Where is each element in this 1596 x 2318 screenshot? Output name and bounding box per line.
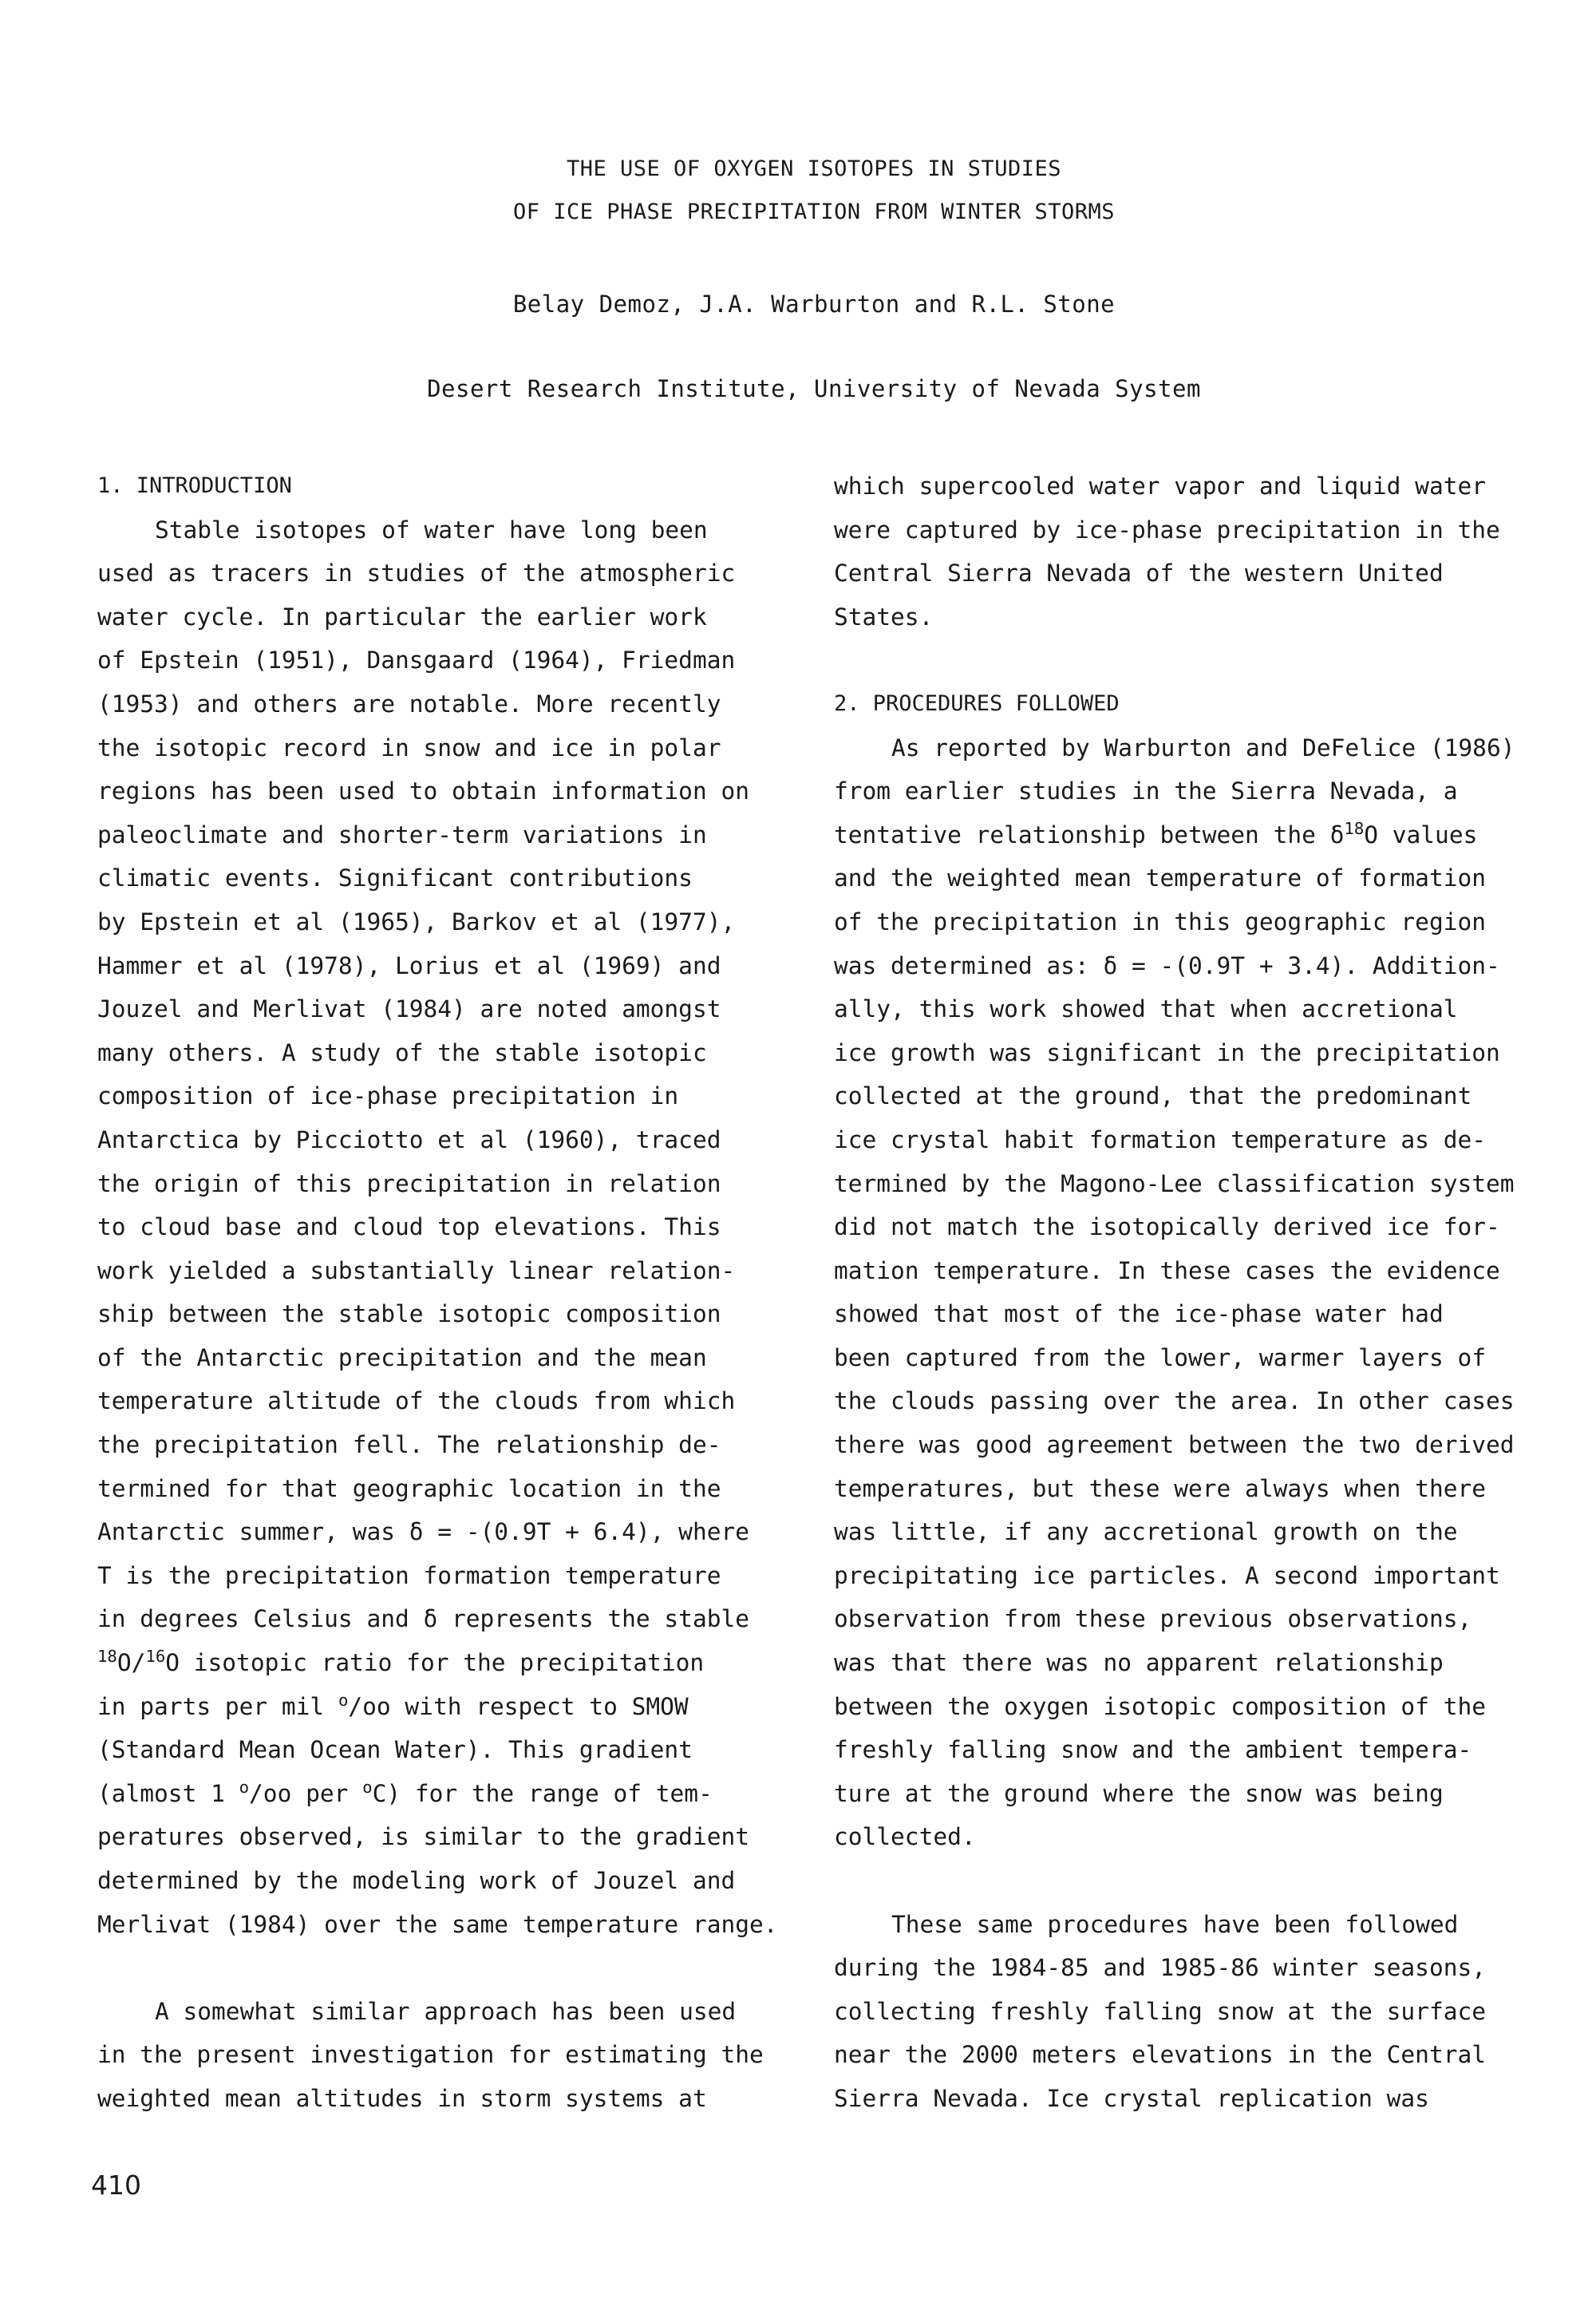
text-line: ally, this work showed that when accretional: [834, 995, 1458, 1023]
text-line: the clouds passing over the area. In other cases: [834, 1387, 1515, 1415]
introduction-paragraph-1: [97, 508, 800, 1641]
text-line: in the present investigation for estimating the: [97, 2041, 764, 2069]
text-line: of the Antarctic precipitation and the mean: [97, 1343, 707, 1371]
text-line: regions has been used to obtain information on: [97, 777, 749, 805]
section-heading-procedures: 2. PROCEDURES FOLLOWED: [834, 690, 1120, 716]
text-line: there was good agreement between the two derived: [834, 1431, 1515, 1459]
text-line: Hammer et al (1978), Lorius et al (1969) and: [97, 951, 721, 979]
introduction-paragraph-1-end: [97, 1815, 800, 1946]
delta-superscript-18: 18: [1344, 818, 1365, 838]
introduction-continued: [834, 465, 1552, 639]
text-line: T is the precipitation formation temperature: [97, 1561, 721, 1589]
page-number: 410: [91, 2170, 141, 2201]
text-line: Antarctica by Picciotto et al (1960), traced: [97, 1125, 721, 1153]
text-line: ture at the ground where the snow was being: [834, 1779, 1444, 1807]
text-line: work yielded a substantially linear relation-: [97, 1256, 736, 1284]
text-line: temperature altitude of the clouds from which: [97, 1387, 736, 1415]
text-line: used as tracers in studies of the atmospheric: [97, 560, 736, 587]
introduction-paragraph-2: [97, 1990, 800, 2121]
text-line: near the 2000 meters elevations in the Central: [834, 2041, 1486, 2069]
text-line: Stable isotopes of water have long been: [155, 516, 708, 544]
text-line: from earlier studies in the Sierra Nevada, a: [834, 777, 1458, 805]
text-line: climatic events. Significant contributions: [97, 864, 693, 892]
procedures-paragraph-1: [834, 856, 1552, 1859]
text-line: collected.: [834, 1823, 976, 1851]
text-line-smow: (Standard Mean Ocean Water). This gradient: [97, 1736, 693, 1764]
text-line: collecting freshly falling snow at the surface: [834, 1997, 1486, 2025]
text-line: As reported by Warburton and DeFelice (1986): [891, 734, 1515, 761]
text-line: precipitating ice particles. A second important: [834, 1561, 1500, 1589]
text-line: was little, if any accretional growth on the: [834, 1518, 1458, 1546]
text-line: composition of ice-phase precipitation in: [97, 1082, 679, 1110]
text-line: determined by the modeling work of Jouzel and: [97, 1867, 736, 1894]
text-line: peratures observed, is similar to the gradient: [97, 1823, 749, 1851]
paper-title-line-2: OF ICE PHASE PRECIPITATION FROM WINTER STORMS: [513, 200, 1115, 224]
text-line: in degrees Celsius and δ represents the stable: [97, 1605, 749, 1633]
text-line: ice growth was significant in the precipitation: [834, 1038, 1500, 1066]
text-line: ship between the stable isotopic composition: [97, 1300, 721, 1328]
text-line: Sierra Nevada. Ice crystal replication was: [834, 2084, 1429, 2112]
isotope-superscript-16: 16: [145, 1647, 166, 1667]
text-line: water cycle. In particular the earlier work: [97, 603, 707, 631]
text-line: many others. A study of the stable isotopic: [97, 1038, 707, 1066]
affiliation: Desert Research Institute, University of Nevada System: [427, 375, 1201, 402]
text-line: by Epstein et al (1965), Barkov et al (1977),: [97, 908, 736, 936]
text-line: of Epstein (1951), Dansgaard (1964), Friedman: [97, 647, 736, 674]
text-line: did not match the isotopically derived ice for-: [834, 1213, 1500, 1241]
text-line: termined for that geographic location in the: [97, 1474, 721, 1502]
text-line: was that there was no apparent relationship: [834, 1649, 1444, 1677]
authors: Belay Demoz, J.A. Warburton and R.L. Stone: [512, 291, 1116, 318]
text-line: Antarctic summer, was δ = -(0.9T + 6.4), where: [97, 1518, 749, 1546]
paper-title-line-1: THE USE OF OXYGEN ISOTOPES IN STUDIES: [567, 156, 1061, 181]
text-line: A somewhat similar approach has been used: [155, 1997, 737, 2025]
text-line: during the 1984-85 and 1985-86 winter seasons,: [834, 1954, 1486, 1982]
text-line: weighted mean altitudes in storm systems at: [97, 2084, 707, 2112]
text-line-per-mil: in parts per mil $^o$/oo with respect to SMOW: [97, 1690, 689, 1720]
text-line: States.: [834, 603, 934, 631]
text-line: observation from these previous observations,: [834, 1605, 1472, 1633]
text-line: the origin of this precipitation in relation: [97, 1169, 721, 1197]
text-line: paleoclimate and shorter-term variations in: [97, 821, 707, 848]
isotope-superscript-18: 18: [97, 1647, 117, 1667]
text-line: the isotopic record in snow and ice in polar: [97, 734, 721, 761]
procedures-paragraph-1-start: [834, 726, 1552, 813]
text-line: collected at the ground, that the predominant: [834, 1082, 1472, 1110]
text-line: to cloud base and cloud top elevations. This: [97, 1213, 721, 1241]
text-line-isotope-ratio: $^{18}$O/$^{16}$O isotopic ratio for the precipitation: [97, 1647, 705, 1677]
text-line: the precipitation fell. The relationship de-: [97, 1431, 721, 1459]
text-line-delta-18o: tentative relationship between the $\delta^{18}O$ values: [834, 818, 1478, 848]
text-line-gradient: (almost 1 $^o$/oo per $^o$C) for the range of tem-: [97, 1777, 713, 1807]
text-line: Central Sierra Nevada of the western United: [834, 560, 1444, 587]
right-column: [834, 465, 1552, 2121]
text-line: ice crystal habit formation temperature as de-: [834, 1125, 1486, 1153]
left-column: [97, 465, 800, 2121]
section-heading-introduction: 1. INTRODUCTION: [97, 473, 292, 498]
text-line: of the precipitation in this geographic region: [834, 908, 1486, 936]
text-line: mation temperature. In these cases the evidence: [834, 1256, 1500, 1284]
text-line: Jouzel and Merlivat (1984) are noted amongst: [97, 995, 721, 1023]
text-line: were captured by ice-phase precipitation in the: [834, 516, 1500, 544]
text-line: between the oxygen isotopic composition of the: [834, 1692, 1486, 1720]
text-line: Merlivat (1984) over the same temperature range.: [97, 1910, 778, 1938]
text-line: (1953) and others are notable. More recently: [97, 690, 721, 718]
text-line: These same procedures have been followed: [891, 1910, 1459, 1938]
text-line: been captured from the lower, warmer layers of: [834, 1343, 1486, 1371]
text-line: showed that most of the ice-phase water had: [834, 1300, 1444, 1328]
text-line: and the weighted mean temperature of formation: [834, 864, 1486, 892]
text-line: termined by the Magono-Lee classification system: [834, 1169, 1515, 1197]
text-line: which supercooled water vapor and liquid water: [834, 473, 1486, 500]
text-line: freshly falling snow and the ambient tempera-: [834, 1736, 1472, 1764]
text-line: temperatures, but these were always when there: [834, 1474, 1486, 1502]
text-line: was determined as: δ = -(0.9T + 3.4). Addition-: [834, 951, 1500, 979]
procedures-paragraph-2: [834, 1903, 1552, 2121]
